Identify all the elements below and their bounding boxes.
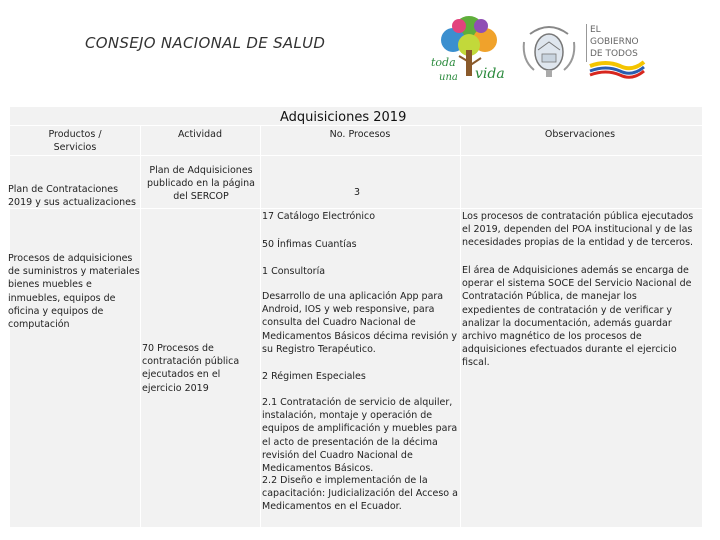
logo-word-1: toda (431, 56, 456, 69)
organization-name: CONSEJO NACIONAL DE SALUD (85, 34, 326, 52)
toda-una-vida-logo (425, 12, 510, 90)
observation-item: Los procesos de contratación pública ejecutados el 2019, dependen del POA institucional y de las necesidades propias de la entidad y de terceros. (462, 211, 694, 249)
row1-procesos: 3 (354, 187, 361, 198)
column-header-actividad: Actividad (177, 129, 223, 140)
process-item: 2.1 Contratación de servicio de alquiler, instalación, montaje y operación de equipos de amplificación y muebles para el acto de presentación de la décima revisión del Cuadro Nacional de Medicamentos Básicos. (262, 397, 458, 475)
process-item: 50 Ínfimas Cuantías (262, 239, 357, 250)
table-divider (460, 125, 461, 527)
row1-producto: Plan de Contrataciones 2019 y sus actualizaciones (8, 184, 136, 209)
table-divider (10, 125, 702, 126)
gobierno-de-todos-logo (586, 22, 646, 84)
process-item: Desarrollo de una aplicación App para Android, IOS y web responsive, para consulta del Cuadro Nacional de Medicamentos Básicos décima revisión y su Registro Terapéutico. (262, 291, 458, 355)
logo-word-3: vida (475, 66, 505, 82)
document-title: Adquisiciones 2019 (280, 110, 407, 125)
table-divider (10, 155, 702, 156)
gov-text-3: DE TODOS (590, 49, 638, 59)
row2-actividad: 70 Procesos de contratación pública ejecutados en el ejercicio 2019 (142, 343, 240, 394)
gov-text-2: GOBIERNO (590, 37, 639, 47)
row2-producto: Procesos de adquisiciones de suministros y materiales bienes muebles e inmuebles, equipos de oficina y equipos de computación (8, 253, 140, 331)
process-item: 2.2 Diseño e implementación de la capacitación: Judicialización del Acceso a Medicamentos en el Ecuador. (262, 475, 458, 513)
column-header-productos: Productos / Servicios (48, 129, 102, 153)
column-header-observaciones: Observaciones (544, 129, 616, 140)
process-item: 17 Catálogo Electrónico (262, 211, 376, 222)
coat-of-arms-icon (520, 20, 578, 80)
logo-word-2: una (439, 72, 458, 83)
observation-item: El área de Adquisiciones además se encarga de operar el sistema SOCE del Servicio Nacional de Contratación Pública, de manejar los expedientes de contratación y de verificar y analizar la documentación, además guardar archivo magnético de los procesos de adquisiciones efectuados durante el ejercicio fiscal. (462, 265, 692, 369)
process-item: 1 Consultoría (262, 266, 326, 277)
column-header-procesos: No. Procesos (329, 129, 391, 140)
gov-text-1: EL (590, 25, 601, 35)
gov-logo-graphic (586, 22, 646, 84)
row1-actividad: Plan de Adquisiciones publicado en la página del SERCOP (147, 165, 255, 203)
process-item: 2 Régimen Especiales (262, 371, 366, 382)
